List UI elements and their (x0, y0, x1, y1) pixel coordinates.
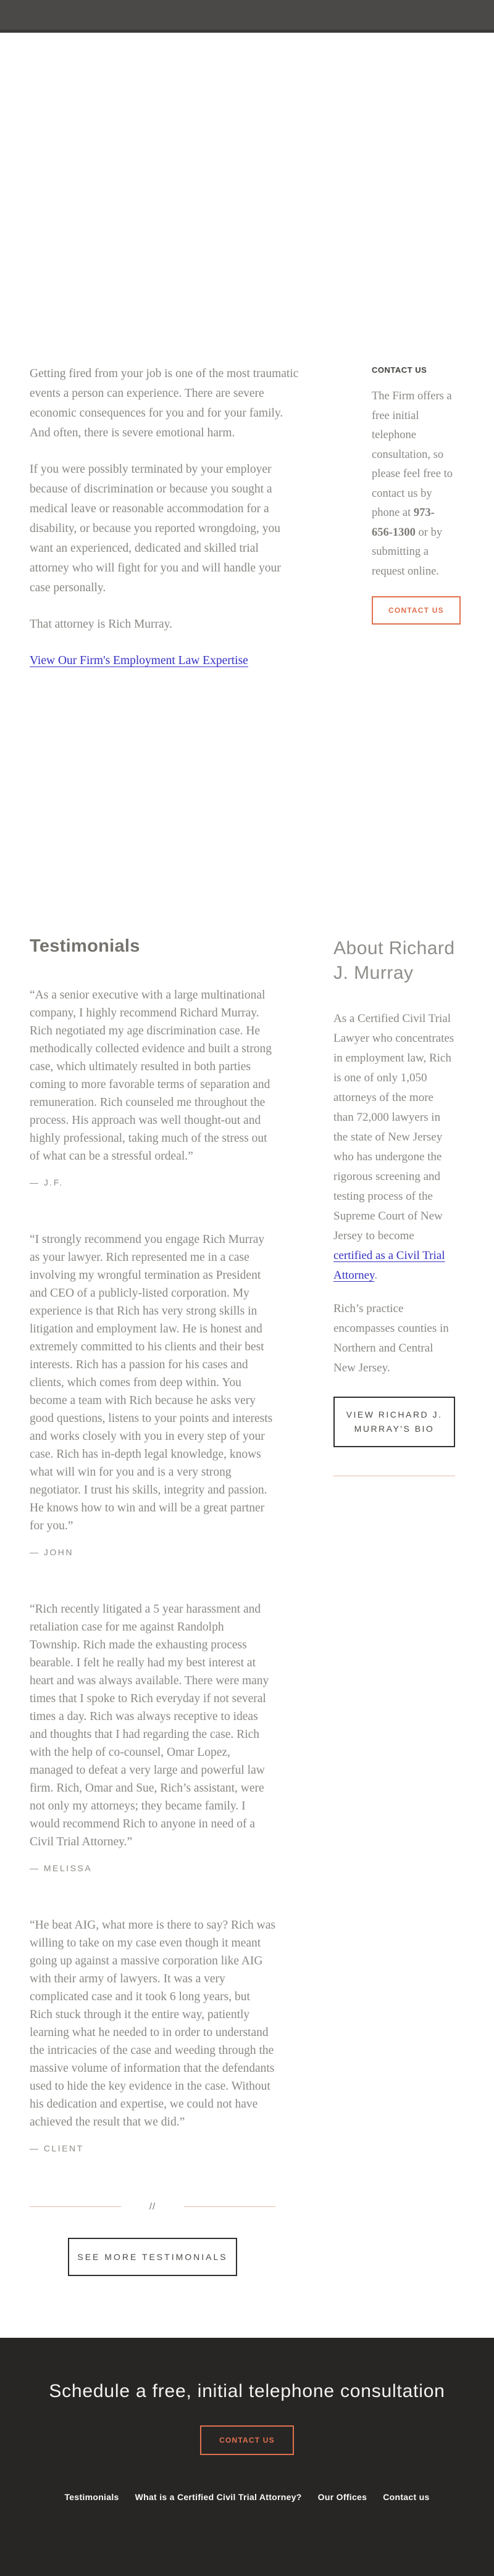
footer-nav-what-is-certified-civil-trial-attorney[interactable]: What is a Certified Civil Trial Attorney? (135, 2492, 302, 2502)
about-sidebar (333, 936, 455, 1476)
intro-text-column (30, 364, 299, 671)
see-more-testimonials-button[interactable]: SEE MORE TESTIMONIALS (68, 2238, 237, 2276)
divider-line (30, 2206, 121, 2207)
intro-paragraph: Getting fired from your job is one of the most traumatic events a person can experience. There are severe economic consequences for you and for your family. And often, there is severe emotional harm. (30, 367, 299, 439)
about-text-prefix: As a Certified Civil Trial Lawyer who concentrates in employment law, Rich is one of only 1,050 attorneys of the more than 72,000 lawyers in the state of New Jersey who has undergone the rigorous screening and testing process of the Supreme Court of New Jersey to become (333, 1012, 454, 1242)
footer-headline: Schedule a free, initial telephone consultation (49, 2381, 445, 2401)
about-paragraph (333, 1009, 455, 1286)
contact-sidebar-text (372, 387, 454, 581)
divider-line (184, 2206, 275, 2207)
testimonial-attribution: — J.F. (30, 1178, 64, 1187)
testimonials-column (30, 936, 275, 2276)
contact-text-prefix: The Firm offers a free initial telephone consultation, so please feel free to contact us by phone at (372, 390, 453, 519)
intro-paragraph: That attorney is Rich Murray. (30, 618, 173, 631)
testimonial-item (30, 986, 275, 1187)
testimonial-item (30, 1231, 275, 1557)
footer (0, 2338, 494, 2576)
phone-number: 973-656-1300 (372, 507, 435, 539)
testimonial-quote: “Rich recently litigated a 5 year harassment and retaliation case for me against Randolph Township. Rich made the exhausting process bearable. I felt he really had my best interest at heart and was always available. There were many times that I spoke to Rich everyday if not several times a day. Rich was always receptive to ideas and thoughts that I had regarding the case. Rich with the help of co-counsel, Omar Lopez, managed to defeat a very large and powerful law firm. Rich, Omar and Sue, Rich’s assistant, were not only my attorneys; they became family. I would recommend Rich to anyone in need of a Civil Trial Attorney.” (30, 1603, 269, 1848)
employment-law-expertise-link[interactable]: View Our Firm's Employment Law Expertise (30, 654, 248, 667)
intro-paragraph: If you were possibly terminated by your employer because of discrimination or because you sought a medical leave or reasonable accommodation for a disability, or because you reported wrongdoing, you want an experienced, dedicated and skilled trial attorney who will fight for you and will handle your case personally. (30, 463, 281, 594)
testimonial-quote: “I strongly recommend you engage Rich Murray as your lawyer. Rich represented me in a case involving my wrongful termination as President and CEO of a publicly-listed corporation. My experience is that Rich has very strong skills in litigation and employment law. He is honest and extremely committed to his clients and their best interests. Rich has a passion for his cases and clients, which comes from deep within. You become a team with Rich because he asks very good questions, listens to your points and interests and works closely with you in every step of your case. Rich has in-depth legal knowledge, knows what will win for you and is a very strong negotiator. I trust his skills, integrity and passion. He knows how to win and will be a great partner for you.” (30, 1233, 273, 1532)
certified-civil-trial-attorney-link[interactable]: certified as a Civil Trial Attorney (333, 1249, 445, 1282)
testimonials-heading: Testimonials (30, 936, 140, 956)
contact-sidebar (372, 364, 454, 671)
divider-slashes-glyph: // (149, 2201, 156, 2212)
contact-sidebar-heading: CONTACT US (372, 365, 427, 375)
testimonial-attribution: — JOHN (30, 1547, 73, 1557)
testimonial-attribution: — MELISSA (30, 1863, 93, 1873)
about-heading: About Richard J. Murray (333, 938, 455, 983)
footer-nav-testimonials[interactable]: Testimonials (64, 2492, 119, 2502)
about-paragraph: Rich’s practice encompasses counties in Northern and Central New Jersey. (333, 1302, 449, 1374)
testimonial-attribution: — CLIENT (30, 2143, 84, 2153)
testimonial-item (30, 1600, 275, 1873)
footer-contact-us-button[interactable]: CONTACT US (200, 2425, 294, 2455)
contact-us-button[interactable]: CONTACT US (372, 596, 461, 625)
intro-section (0, 33, 494, 671)
view-bio-button[interactable]: VIEW RICHARD J. MURRAY'S BIO (333, 1397, 455, 1447)
testimonials-about-section (0, 936, 494, 2276)
footer-nav-contact-us[interactable]: Contact us (383, 2492, 430, 2502)
top-navigation-bar (0, 0, 494, 33)
testimonial-item (30, 1916, 275, 2153)
footer-nav (0, 2492, 494, 2503)
section-divider (30, 2201, 275, 2212)
about-text-suffix: . (374, 1269, 378, 1282)
testimonial-quote: “He beat AIG, what more is there to say? Rich was willing to take on my case even though it meant going up against a massive corporation like AIG with their army of lawyers. It was a very complicated case and it took 6 long years, but Rich stuck through it the entire way, patiently learning what he needed to in order to understand the intricacies of the case and weeding through the massive volume of information that the defendants used to hide the key evidence in the case. Without his dedication and expertise, we could not have achieved the result that we did.” (30, 1919, 275, 2129)
footer-nav-our-offices[interactable]: Our Offices (317, 2492, 367, 2502)
testimonial-quote: “As a senior executive with a large multinational company, I highly recommend Richard Murray. Rich negotiated my age discrimination case. He methodically collected evidence and built a strong case, which ultimately resulted in both parties coming to more favorable terms of separation and remuneration. Rich counseled me throughout the process. His approach was well thought-out and highly professional, taking much of the stress out of what can be a stressful ordeal.” (30, 989, 272, 1163)
contact-text-suffix: or by submitting a request online. (372, 526, 443, 578)
